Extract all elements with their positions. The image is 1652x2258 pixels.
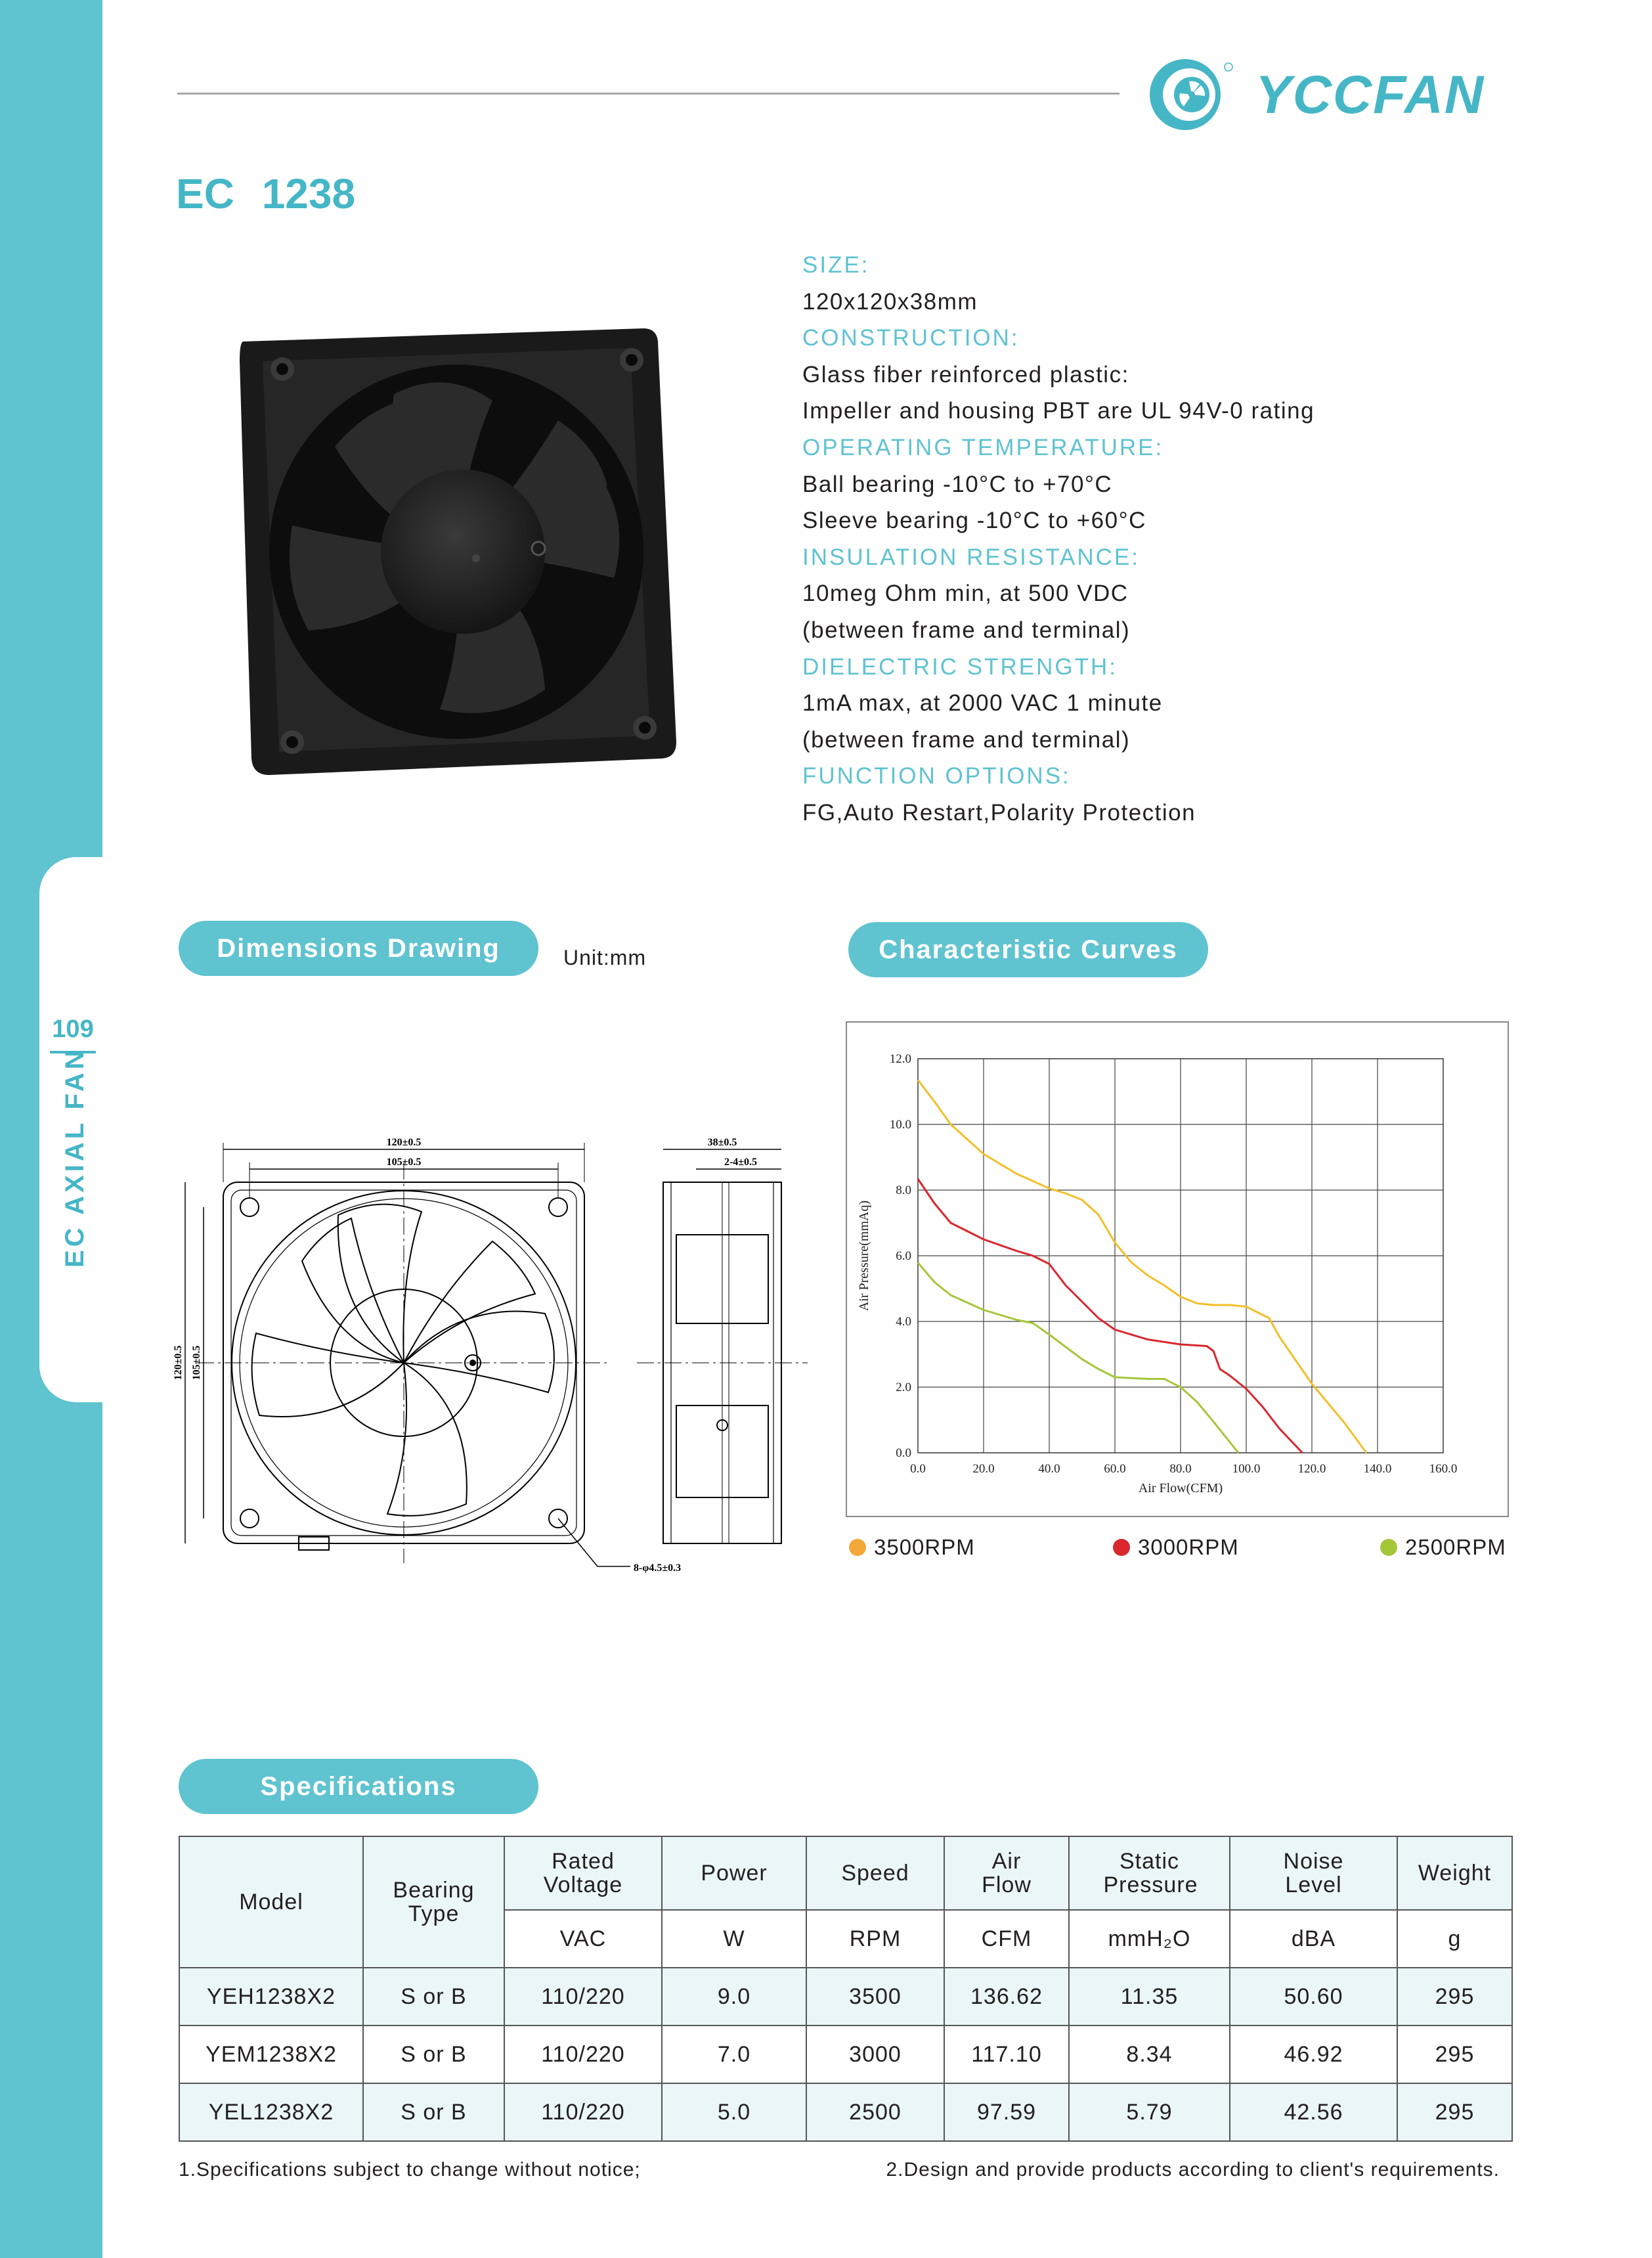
- header-air-flow: [944, 1836, 1069, 1910]
- cell-bearing: S or B: [363, 2083, 504, 2141]
- spec-heading: INSULATION RESISTANCE:: [802, 544, 1140, 570]
- cell-voltage: 110/220: [504, 2083, 662, 2141]
- specifications-table: [179, 1836, 1513, 2142]
- cell-air-flow: 136.62: [944, 1968, 1069, 2026]
- spec-heading: CONSTRUCTION:: [802, 325, 1020, 351]
- series-line-2500rpm: [918, 1263, 1238, 1453]
- x-tick-label: 80.0: [1169, 1462, 1192, 1476]
- dim-hole-spacing-v-label: 105±0.5: [191, 1345, 202, 1381]
- x-tick-label: 120.0: [1297, 1462, 1326, 1476]
- x-tick-label: 160.0: [1429, 1462, 1458, 1476]
- dimensions-drawing: [173, 1077, 821, 1576]
- table-row: [179, 1968, 1512, 2026]
- unit-weight: g: [1397, 1910, 1512, 1968]
- unit-speed: RPM: [806, 1910, 944, 1968]
- brand-name: YCCFAN: [1255, 65, 1485, 125]
- dim-hole-spacing-label: 105±0.5: [386, 1157, 422, 1168]
- unit-static-pressure: mmH₂O: [1069, 1910, 1230, 1968]
- cell-power: 5.0: [662, 2083, 806, 2141]
- spec-value: Glass fiber reinforced plastic:: [802, 361, 1129, 387]
- section-characteristic-curves: Characteristic Curves: [848, 922, 1208, 977]
- dim-height-label: 120±0.5: [173, 1345, 184, 1381]
- cell-air-flow: 97.59: [944, 2083, 1069, 2141]
- spec-value: 120x120x38mm: [802, 288, 978, 315]
- x-tick-label: 140.0: [1363, 1462, 1392, 1476]
- header-static-pressure-text: Static Pressure: [1103, 1849, 1198, 1897]
- fan-photo: [230, 322, 689, 782]
- page-title: EC 1238: [176, 170, 356, 217]
- header-rated-voltage-text: Rated Voltage: [543, 1849, 623, 1897]
- y-axis-label: Air Pressure(mmAq): [857, 1200, 871, 1312]
- legend-item-2500: [1380, 1535, 1506, 1560]
- chart-frame: [846, 1022, 1508, 1516]
- cell-model: YEH1238X2: [179, 1968, 363, 2026]
- spec-list: [802, 247, 1525, 831]
- y-tick-label: 4.0: [896, 1315, 911, 1329]
- header-speed: Speed: [806, 1836, 944, 1910]
- cell-power: 9.0: [662, 1968, 806, 2026]
- y-tick-label: 6.0: [896, 1249, 911, 1263]
- dim-holes-label: 8-φ4.5±0.3: [634, 1562, 682, 1574]
- dim-flange-label: 2-4±0.5: [724, 1157, 758, 1168]
- header-noise-level: [1230, 1836, 1397, 1910]
- unit-label: Unit:mm: [563, 946, 647, 969]
- header-power: Power: [662, 1836, 806, 1910]
- spec-value: 1mA max, at 2000 VAC 1 minute: [802, 690, 1163, 717]
- table-row: [179, 2083, 1512, 2141]
- unit-noise-level: dBA: [1230, 1910, 1397, 1968]
- unit-voltage: VAC: [504, 1910, 662, 1968]
- spec-heading: FUNCTION OPTIONS:: [802, 763, 1071, 789]
- spec-heading: SIZE:: [802, 252, 870, 278]
- cell-weight: 295: [1397, 2026, 1512, 2083]
- legend-label: 2500RPM: [1405, 1535, 1506, 1559]
- header-model: Model: [179, 1836, 363, 1968]
- header-air-flow-text: Air Flow: [982, 1849, 1032, 1897]
- header-weight: Weight: [1397, 1836, 1512, 1910]
- page-number: 109: [52, 1015, 94, 1043]
- spec-value: 10meg Ohm min, at 500 VDC: [802, 581, 1129, 607]
- cell-weight: 295: [1397, 2083, 1512, 2141]
- cell-noise-level: 42.56: [1230, 2083, 1397, 2141]
- header-bearing-type: [363, 1836, 504, 1968]
- x-tick-label: 20.0: [972, 1462, 995, 1476]
- section-specifications: Specifications: [179, 1759, 538, 1814]
- header-noise-level-text: Noise Level: [1283, 1849, 1344, 1897]
- unit-air-flow: CFM: [944, 1910, 1069, 1968]
- cell-speed: 3000: [806, 2026, 944, 2083]
- x-tick-label: 40.0: [1038, 1462, 1060, 1476]
- spec-value: Sleeve bearing -10°C to +60°C: [802, 508, 1146, 534]
- cell-bearing: S or B: [363, 2026, 504, 2083]
- legend-item-3500: [849, 1535, 975, 1560]
- cell-speed: 3500: [806, 1968, 944, 2026]
- x-tick-label: 0.0: [910, 1462, 926, 1476]
- y-tick-label: 10.0: [889, 1118, 911, 1132]
- legend-dot: [1380, 1539, 1397, 1556]
- legend-label: 3000RPM: [1138, 1535, 1239, 1559]
- section-label: EC AXIAL FAN: [60, 1047, 89, 1268]
- series-line-3000rpm: [918, 1179, 1303, 1453]
- spec-heading: OPERATING TEMPERATURE:: [802, 434, 1164, 460]
- legend-label: 3500RPM: [874, 1535, 975, 1559]
- x-tick-label: 100.0: [1232, 1462, 1261, 1476]
- spec-value: FG,Auto Restart,Polarity Protection: [802, 799, 1196, 826]
- section-dimensions-drawing: Dimensions Drawing: [179, 921, 538, 976]
- y-tick-label: 0.0: [896, 1446, 911, 1460]
- table-row: [179, 2026, 1512, 2083]
- unit-power: W: [662, 1910, 806, 1968]
- spec-value: Ball bearing -10°C to +70°C: [802, 471, 1113, 497]
- cell-weight: 295: [1397, 1968, 1512, 2026]
- y-tick-label: 2.0: [896, 1381, 911, 1394]
- footnote-right: 2.Design and provide products according to client's requirements.: [886, 2159, 1500, 2181]
- spec-value: Impeller and housing PBT are UL 94V-0 rating: [802, 398, 1315, 424]
- cell-air-flow: 117.10: [944, 2026, 1069, 2083]
- cell-noise-level: 50.60: [1230, 1968, 1397, 2026]
- header-static-pressure: [1069, 1836, 1230, 1910]
- cell-static-pressure: 5.79: [1069, 2083, 1230, 2141]
- cell-static-pressure: 11.35: [1069, 1968, 1230, 2026]
- cell-model: YEM1238X2: [179, 2026, 363, 2083]
- cell-noise-level: 46.92: [1230, 2026, 1397, 2083]
- footnote-left: 1.Specifications subject to change without notice;: [179, 2159, 641, 2181]
- header-rated-voltage: [504, 1836, 662, 1910]
- cell-speed: 2500: [806, 2083, 944, 2141]
- dim-width-label: 120±0.5: [386, 1137, 422, 1148]
- cell-voltage: 110/220: [504, 2026, 662, 2083]
- spec-heading: DIELECTRIC STRENGTH:: [802, 653, 1118, 680]
- dim-depth-label: 38±0.5: [707, 1137, 737, 1148]
- cell-power: 7.0: [662, 2026, 806, 2083]
- series-line-3500rpm: [918, 1080, 1366, 1453]
- y-tick-label: 8.0: [896, 1184, 911, 1197]
- legend-item-3000: [1113, 1535, 1239, 1560]
- y-tick-label: 12.0: [889, 1052, 911, 1066]
- cell-voltage: 110/220: [504, 1968, 662, 2026]
- spec-value: (between frame and terminal): [802, 617, 1131, 643]
- header-rule: [177, 93, 1119, 95]
- legend-dot: [849, 1539, 866, 1556]
- x-axis-label: Air Flow(CFM): [1138, 1481, 1223, 1495]
- cell-static-pressure: 8.34: [1069, 2026, 1230, 2083]
- cell-bearing: S or B: [363, 1968, 504, 2026]
- header-bearing-type-text: Bearing Type: [393, 1878, 475, 1926]
- characteristic-curves-chart: [846, 1021, 1509, 1517]
- cell-model: YEL1238X2: [179, 2083, 363, 2141]
- x-tick-label: 60.0: [1104, 1462, 1126, 1476]
- spec-value: (between frame and terminal): [802, 726, 1131, 753]
- legend-dot: [1113, 1539, 1130, 1556]
